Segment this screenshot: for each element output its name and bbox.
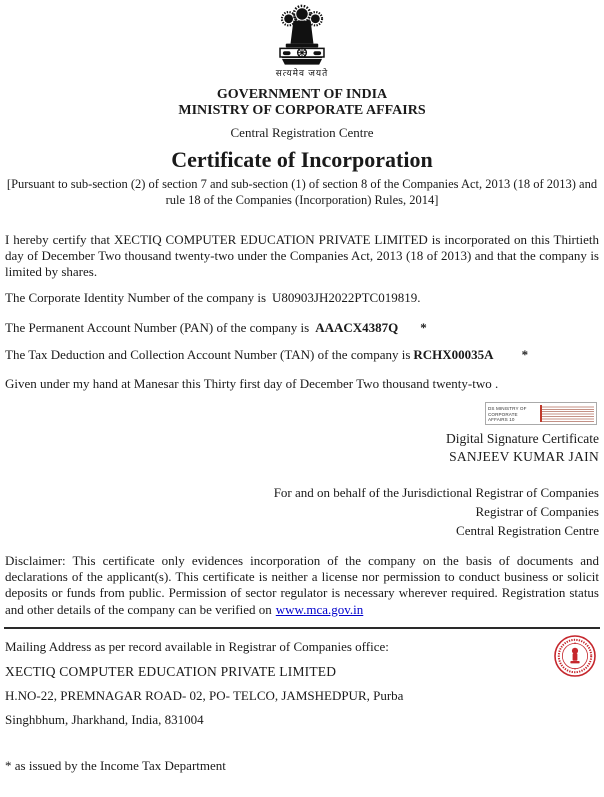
pan-footnote-marker: * [420,320,427,335]
header [5,3,599,141]
section-divider [4,627,600,629]
pan-label: The Permanent Account Number (PAN) of the company is [5,320,310,335]
dsc-title: Digital Signature Certificate [446,431,599,446]
ministry-line: MINISTRY OF CORPORATE AFFAIRS [178,103,426,118]
disclaimer-paragraph [5,553,599,618]
certificate-subtitle: [Pursuant to sub-section (2) of section 7 and sub-section (1) of section 8 of the Companies Act, 2013 (18 of 2013) and rule 18 of the Companies (Incorporation) Rules, 2014] [6,177,598,207]
behalf-line: For and on behalf of the Jurisdictional Registrar of Companies [273,485,599,500]
mca-red-seal-icon [553,634,597,678]
dsc-stamp [485,402,597,425]
mailing-address-line1: H.NO-22, PREMNAGAR ROAD- 02, PO- TELCO, JAMSHEDPUR, Purba [5,687,404,703]
mailing-heading: Mailing Address as per record available in Registrar of Companies office: [5,638,389,654]
income-tax-footnote: * as issued by the Income Tax Department [5,757,226,773]
registrar-block [5,483,599,540]
mailing-address-line2: Singhbhum, Jharkhand, India, 831004 [5,711,204,727]
centre-line: Central Registration Centre [456,523,599,538]
pan-value: AAACX4387Q [315,320,399,335]
registrar-line: Registrar of Companies [475,504,599,519]
mailing-address-section [5,639,599,728]
certify-paragraph: I hereby certify that XECTIQ COMPUTER EDUCATION PRIVATE LIMITED is incorporated on this Thirtieth day of December Two thousand twenty-two under the Companies Act, 2013 (18 of 2013) and that the company is limited by shares. [5,232,599,279]
dsc-stamp-fineprint [540,405,594,422]
tan-footnote-marker: * [521,347,529,362]
signatory-name: SANJEEV KUMAR JAIN [449,449,599,464]
emblem-motto: सत्यमेव जयते [275,68,329,78]
tan-value: RCHX00035A [413,347,494,362]
signature-block [5,402,599,465]
ashoka-emblem-icon [259,3,345,67]
tan-line [5,347,599,363]
mca-website-link[interactable]: www.mca.gov.in [275,601,364,617]
cin-value: U80903JH2022PTC019819. [272,290,421,305]
cin-label: The Corporate Identity Number of the company is [5,290,267,305]
government-line: GOVERNMENT OF INDIA [216,87,388,102]
disclaimer-text: Disclaimer: This certificate only evidences incorporation of the company on the basis of documents and declarations of the applicant(s). This certificate is neither a license nor permission to conduct business or solicit deposits or funds from public. Permission of sector regulator is necessary wherever required. Registration status and other details of the company can be verified on [5,553,599,617]
certificate-title: Certificate of Incorporation [171,147,433,172]
tan-label: The Tax Deduction and Collection Account Number (TAN) of the company is [5,347,411,362]
dsc-stamp-label: DS MINISTRY OF CORPORATE AFFAIRS 10 [488,406,527,423]
cin-line [5,290,599,306]
given-under-hand-line: Given under my hand at Manesar this Thirty first day of December Two thousand twenty-two . [5,376,499,391]
registration-centre-line: Central Registration Centre [230,125,374,140]
mailing-company-name: XECTIQ COMPUTER EDUCATION PRIVATE LIMITED [5,663,337,679]
pan-line [5,320,599,336]
